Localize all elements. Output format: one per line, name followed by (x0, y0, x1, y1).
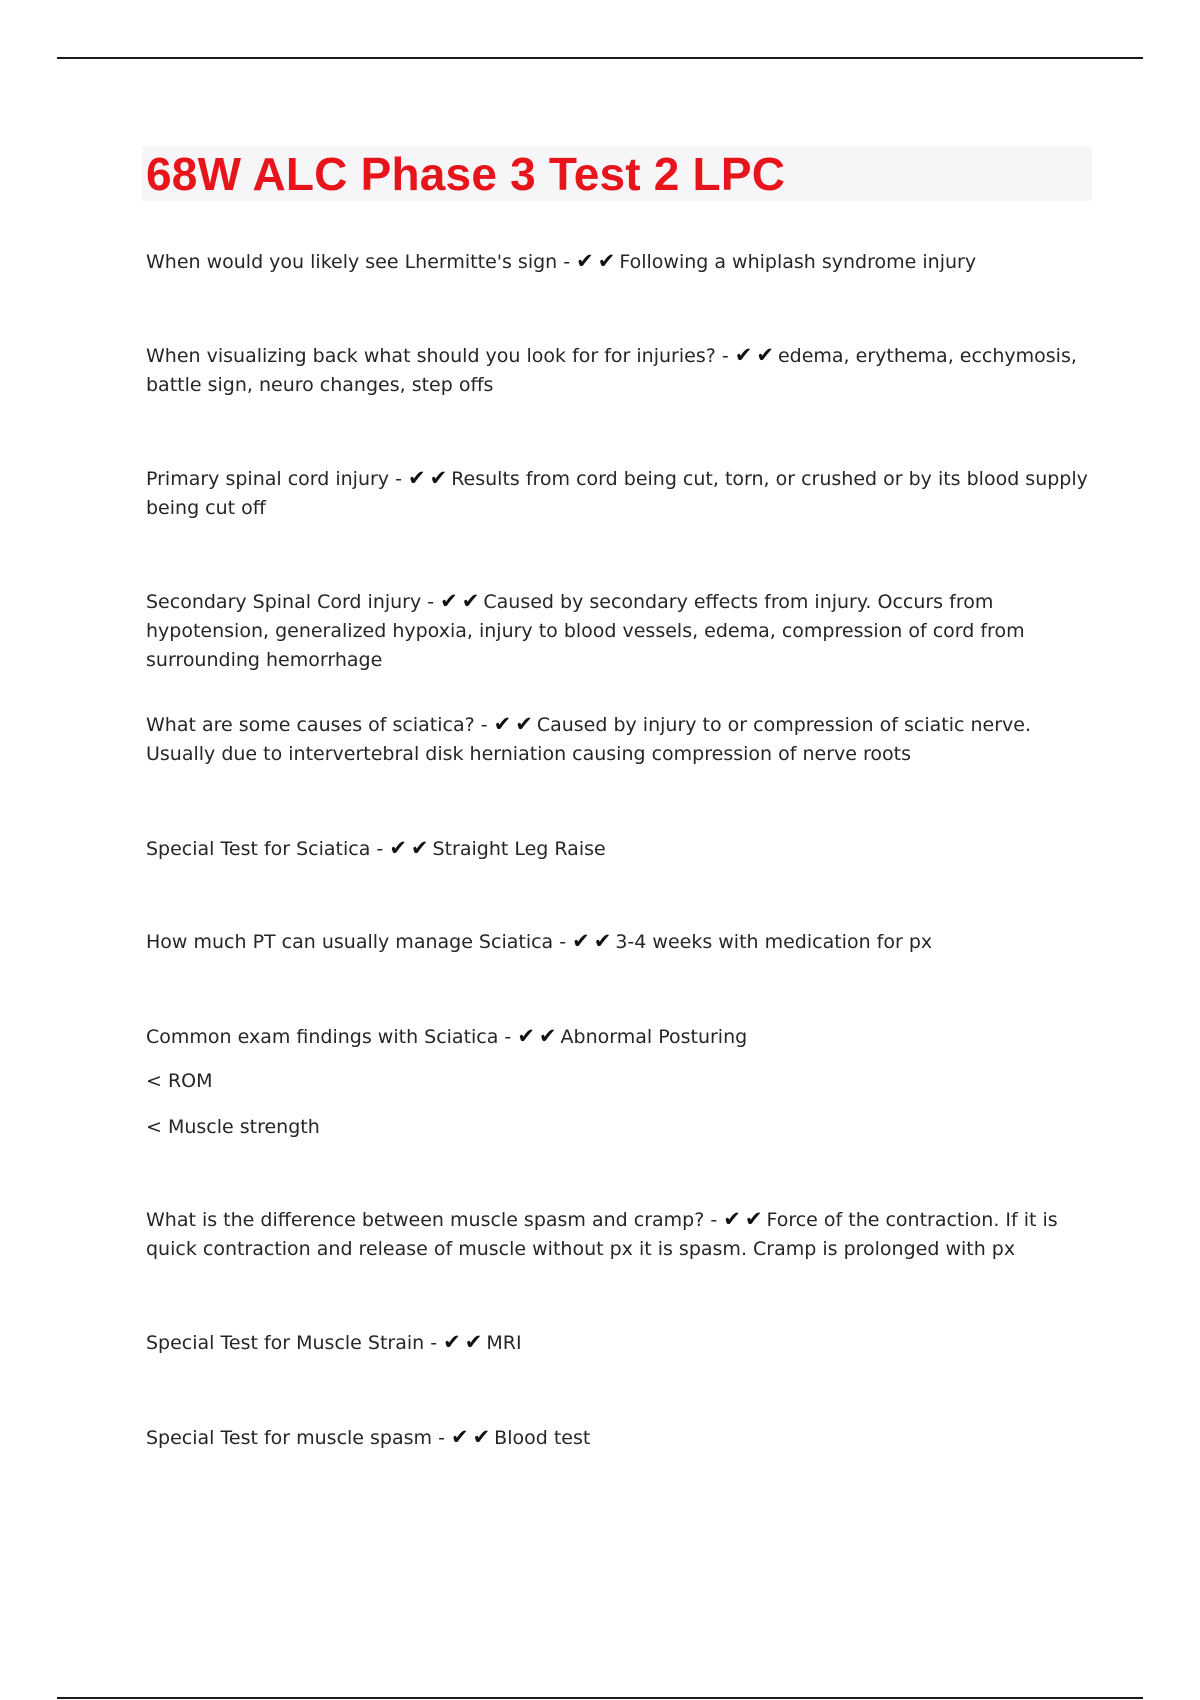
answer-text: 3-4 weeks with medication for px (615, 931, 933, 953)
separator: - (389, 468, 408, 490)
answer-text: Results from cord being cut, torn, or crushed or by its blood supply being cut off (146, 468, 1088, 519)
answer-text: Caused by injury to or compression of sciatic nerve. Usually due to intervertebral disk herniation causing compression of nerve roots (146, 714, 1031, 765)
qa-item-6 (146, 834, 1096, 864)
checkmark-icon: ✔✔ (734, 343, 778, 367)
qa-item-2 (146, 341, 1096, 400)
question-text: How much PT can usually manage Sciatica (146, 931, 554, 953)
checkmark-icon: ✔✔ (493, 712, 537, 736)
question-text: Secondary Spinal Cord injury (146, 591, 422, 613)
separator: - (421, 591, 441, 613)
answer-text: Blood test (494, 1427, 591, 1449)
answer-text: Straight Leg Raise (432, 838, 606, 860)
checkmark-icon: ✔✔ (723, 1207, 767, 1231)
question-text: What are some causes of sciatica? (146, 714, 475, 736)
separator: - (704, 1209, 724, 1231)
checkmark-icon: ✔✔ (440, 589, 484, 613)
answer-text: Following a whiplash syndrome injury (619, 251, 977, 273)
qa-item-7 (146, 927, 1096, 957)
question-text: When visualizing back what should you look for for injuries? (146, 345, 716, 367)
qa-item-8 (146, 1022, 1096, 1052)
qa-item-4 (146, 587, 1096, 675)
qa-item-11 (146, 1423, 1096, 1453)
finding-line: < ROM (146, 1070, 213, 1092)
checkmark-icon: ✔✔ (443, 1330, 487, 1354)
checkmark-icon: ✔✔ (389, 836, 433, 860)
separator: - (370, 838, 390, 860)
top-divider (57, 57, 1143, 59)
bottom-divider (57, 1697, 1143, 1699)
qa-item-9 (146, 1205, 1096, 1264)
question-text: Special Test for Sciatica (146, 838, 371, 860)
qa-item-1 (146, 247, 1096, 277)
checkmark-icon: ✔✔ (572, 929, 616, 953)
separator: - (557, 251, 577, 273)
separator: - (715, 345, 735, 367)
answer-text: MRI (486, 1332, 522, 1354)
finding-line: < Muscle strength (146, 1116, 320, 1138)
separator: - (474, 714, 494, 736)
answer-text: Caused by secondary effects from injury. Occurs from hypotension, generalized hypoxia, injury to blood vessels, edema, compression of cord from surrounding hemorrhage (146, 591, 1025, 671)
checkmark-icon: ✔✔ (408, 466, 452, 490)
separator: - (432, 1427, 451, 1449)
checkmark-icon: ✔✔ (450, 1425, 495, 1449)
separator: - (553, 931, 573, 953)
question-text: What is the difference between muscle spasm and cramp? (146, 1209, 705, 1231)
qa-item-10 (146, 1328, 1096, 1358)
checkmark-icon: ✔✔ (576, 249, 620, 273)
qa-item-5 (146, 710, 1096, 769)
qa-item-3 (146, 464, 1096, 523)
question-text: When would you likely see Lhermitte's sign (146, 251, 558, 273)
document-title: 68W ALC Phase 3 Test 2 LPC (146, 148, 786, 200)
separator: - (498, 1026, 518, 1048)
question-text: Special Test for muscle spasm (146, 1427, 433, 1449)
answer-text: Abnormal Posturing (560, 1026, 748, 1048)
separator: - (424, 1332, 444, 1354)
checkmark-icon: ✔✔ (517, 1024, 561, 1048)
answer-text: edema, erythema, ecchymosis, battle sign, neuro changes, step offs (146, 345, 1077, 396)
question-text: Special Test for Muscle Strain (146, 1332, 425, 1354)
question-text: Common exam findings with Sciatica (146, 1026, 499, 1048)
question-text: Primary spinal cord injury (146, 468, 390, 490)
answer-text: Force of the contraction. If it is quick contraction and release of muscle without px it is spasm. Cramp is prolonged with px (146, 1209, 1058, 1260)
